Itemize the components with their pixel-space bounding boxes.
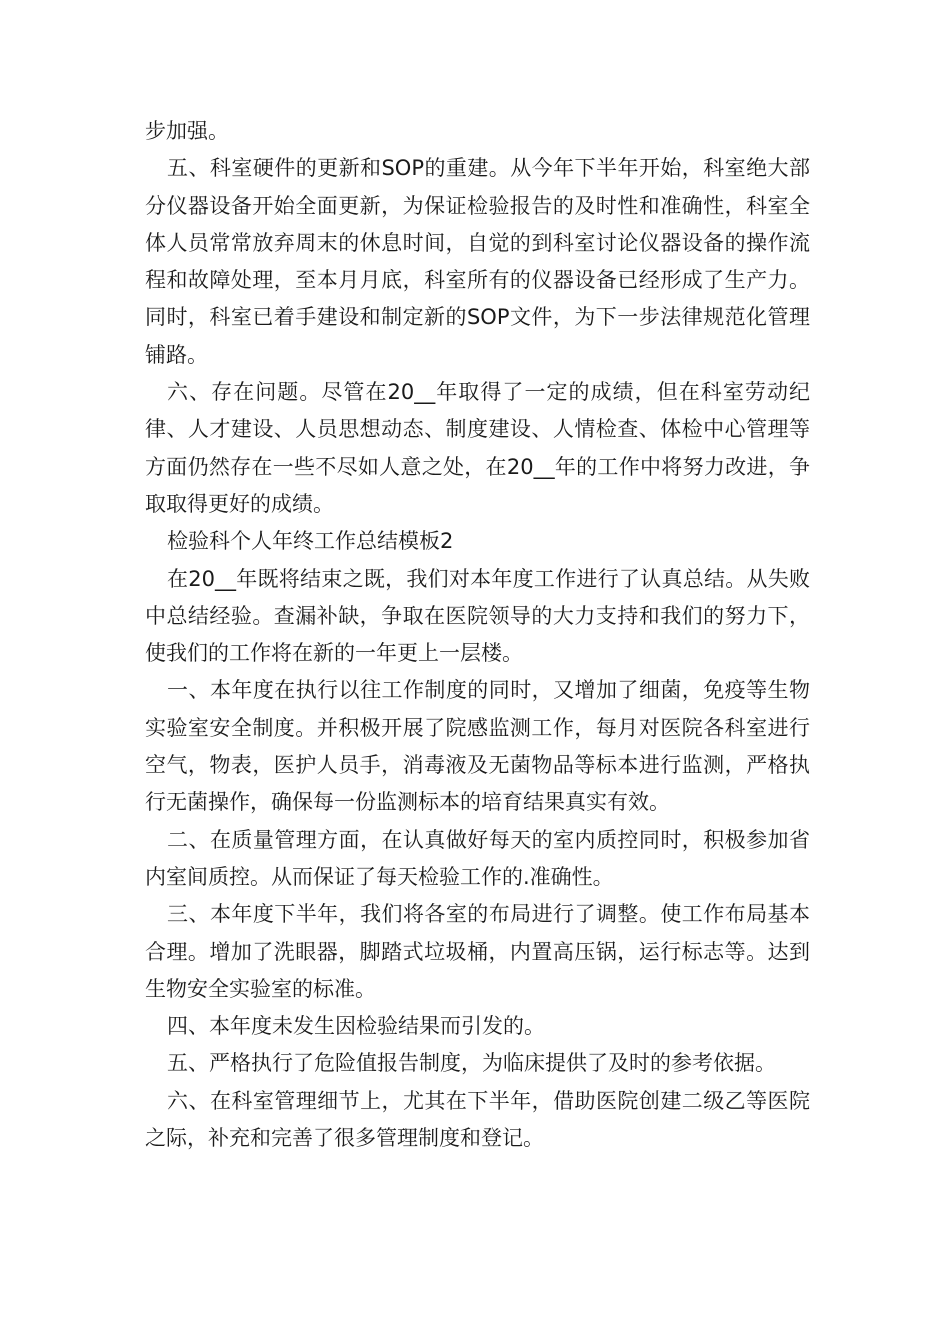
paragraph-item-6: 六、在科室管理细节上，尤其在下半年，借助医院创建二级乙等医院之际，补充和完善了很多管理制度和登记。 [145,1088,810,1151]
section-heading: 检验科个人年终工作总结模板2 [167,529,454,554]
paragraph-continuation: 步加强。 [145,119,229,143]
paragraph-item-1: 一、本年度在执行以往工作制度的同时，又增加了细菌，免疫等生物实验室安全制度。并积极开展了院感监测工作，每月对医院各科室进行空气，物表，医护人员手，消毒液及无菌物品等标本进行监测，严格执行无菌操作，确保每一份监测标本的培育结果真实有效。 [145,678,810,815]
paragraph-item-4: 四、本年度未发生因检验结果而引发的。 [167,1014,546,1039]
paragraph-item-3: 三、本年度下半年，我们将各室的布局进行了调整。使工作布局基本合理。增加了洗眼器，脚踏式垃圾桶，内置高压锅，运行标志等。达到生物安全实验室的标准。 [145,902,810,1001]
document-body [145,113,810,1157]
paragraph-item-5: 五、严格执行了危险值报告制度，为临床提供了及时的参考依据。 [167,1051,777,1076]
paragraph-existing-problems: 六、存在问题。尽管在20__年取得了一定的成绩，但在科室劳动纪律、人才建设、人员思想动态、制度建设、人情检查、体检中心管理等方面仍然存在一些不尽如人意之处，在20__年的工作中将努力改进，争取取得更好的成绩。 [145,380,810,516]
paragraph-intro: 在20__年既将结束之既，我们对本年度工作进行了认真总结。从失败中总结经验。查漏补缺，争取在医院领导的大力支持和我们的努力下，使我们的工作将在新的一年更上一层楼。 [145,566,810,666]
paragraph-hardware-sop: 五、科室硬件的更新和SOP的重建。从今年下半年开始，科室绝大部分仪器设备开始全面更新，为保证检验报告的及时性和准确性，科室全体人员常常放弃周末的休息时间，自觉的到科室讨论仪器设备的操作流程和故障处理，至本月月底，科室所有的仪器设备已经形成了生产力。同时，科室已着手建设和制定新的SOP文件，为下一步法律规范化管理铺路。 [145,156,810,367]
paragraph-item-2: 二、在质量管理方面，在认真做好每天的室内质控同时，积极参加省内室间质控。从而保证了每天检验工作的.准确性。 [145,827,810,889]
